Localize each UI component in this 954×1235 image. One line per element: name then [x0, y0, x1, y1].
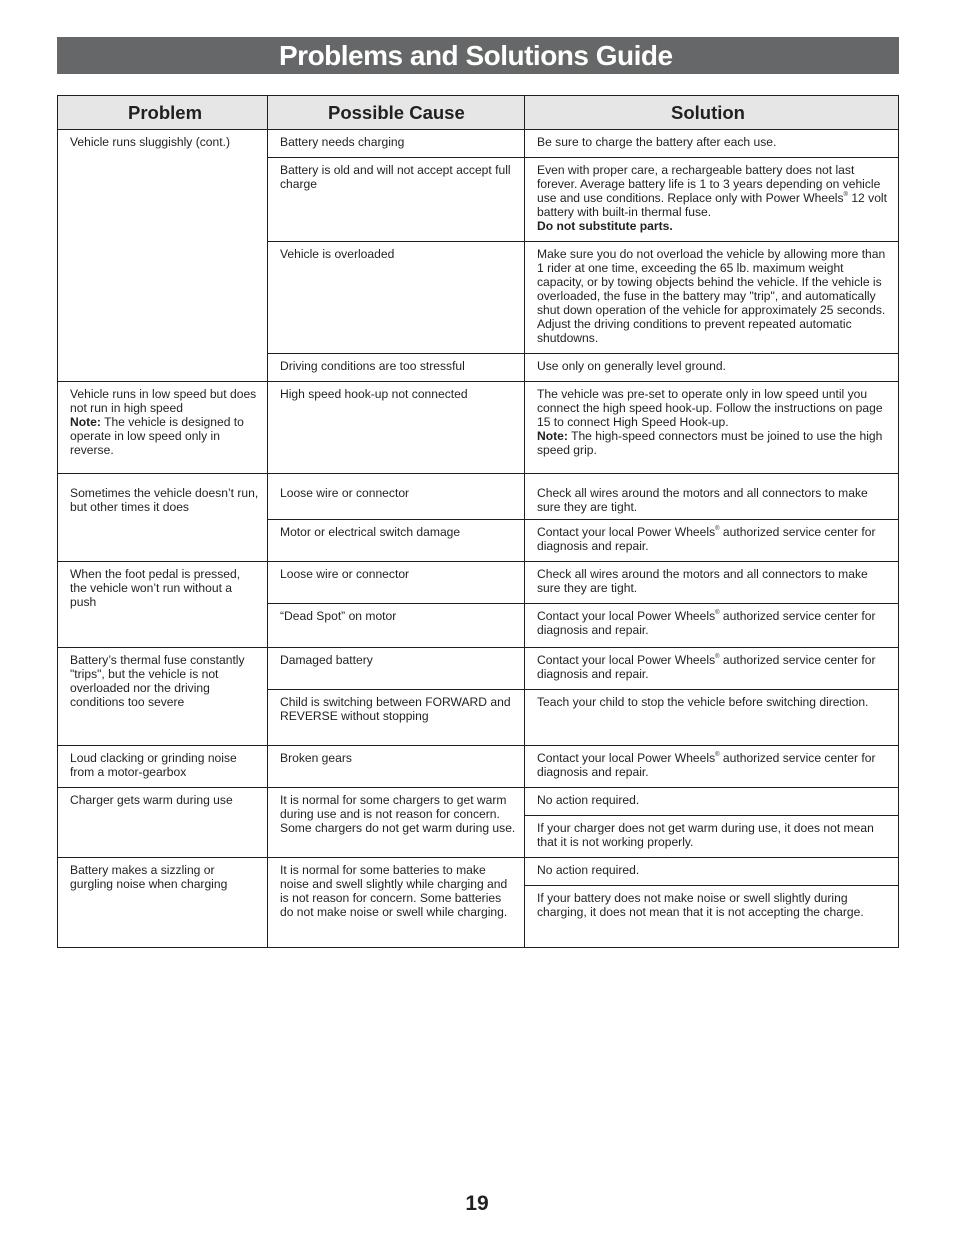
- cause-cell: Broken gears: [268, 746, 525, 788]
- cause-cell: High speed hook-up not connected: [268, 382, 525, 474]
- problem-cell: Charger gets warm during use: [58, 788, 268, 858]
- header-problem: Problem: [58, 96, 268, 130]
- problem-text: Vehicle runs in low speed but does not run in high speed: [70, 387, 257, 415]
- cause-cell: Loose wire or connector: [268, 474, 525, 520]
- table-row: [58, 130, 899, 158]
- cause-cell: It is normal for some batteries to make noise and swell slightly while charging and is not reason for concern. Some batteries do not make noise or swell while charging.: [268, 858, 525, 948]
- cause-cell: Battery is old and will not accept accept full charge: [268, 158, 525, 242]
- page-title: Problems and Solutions Guide: [279, 40, 673, 71]
- note-text: The high-speed connectors must be joined to use the high speed grip.: [537, 429, 883, 457]
- problem-cell: [58, 382, 268, 474]
- solution-cell: Contact your local Power Wheels® authorized service center for diagnosis and repair.: [525, 648, 899, 690]
- solution-cell: Contact your local Power Wheels® authorized service center for diagnosis and repair.: [525, 746, 899, 788]
- title-bar: [57, 37, 899, 74]
- table-row: [58, 648, 899, 690]
- note-label: Note:: [537, 429, 568, 443]
- problem-cell: Loud clacking or grinding noise from a motor-gearbox: [58, 746, 268, 788]
- note-label: Note:: [70, 415, 101, 429]
- solution-cell: Contact your local Power Wheels® authorized service center for diagnosis and repair.: [525, 604, 899, 648]
- solution-cell: Check all wires around the motors and all connectors to make sure they are tight.: [525, 474, 899, 520]
- table-row: [58, 474, 899, 520]
- solution-cell: [525, 382, 899, 474]
- table-row: [58, 788, 899, 816]
- solution-cell: Teach your child to stop the vehicle before switching direction.: [525, 690, 899, 746]
- cause-cell: Driving conditions are too stressful: [268, 354, 525, 382]
- solution-cell: [525, 158, 899, 242]
- table-row: [58, 746, 899, 788]
- solution-cell: If your battery does not make noise or swell slightly during charging, it does not mean that it is not accepting the charge.: [525, 886, 899, 948]
- header-solution: Solution: [525, 96, 899, 130]
- table-row: [58, 858, 899, 886]
- cause-cell: Vehicle is overloaded: [268, 242, 525, 354]
- solution-text: The vehicle was pre-set to operate only in low speed until you connect the high speed hook-up. Follow the instructions on page 15 to connect High Speed Hook-up.: [537, 387, 883, 429]
- cause-cell: Loose wire or connector: [268, 562, 525, 604]
- header-possible-cause: Possible Cause: [268, 96, 525, 130]
- problem-cell: Vehicle runs sluggishly (cont.): [58, 130, 268, 382]
- problem-cell: Battery’s thermal fuse constantly "trips", but the vehicle is not overloaded nor the driving conditions too severe: [58, 648, 268, 746]
- solution-cell: No action required.: [525, 858, 899, 886]
- table-header-row: [58, 96, 899, 130]
- solution-cell: Be sure to charge the battery after each use.: [525, 130, 899, 158]
- cause-cell: It is normal for some chargers to get warm during use and is not reason for concern. Some chargers do not get warm during use.: [268, 788, 525, 858]
- problem-cell: Battery makes a sizzling or gurgling noise when charging: [58, 858, 268, 948]
- solution-cell: Check all wires around the motors and all connectors to make sure they are tight.: [525, 562, 899, 604]
- solution-cell: Use only on generally level ground.: [525, 354, 899, 382]
- solution-cell: Make sure you do not overload the vehicle by allowing more than 1 rider at one time, exceeding the 65 lb. maximum weight capacity, or by towing objects behind the vehicle. If the vehicle is overloaded, the fuse in the battery may "trip", and automatically shut down operation of the vehicle for approximately 25 seconds. Adjust the driving conditions to prevent repeated automatic shutdowns.: [525, 242, 899, 354]
- solution-bold-text: Do not substitute parts.: [537, 219, 673, 233]
- solution-cell: Contact your local Power Wheels® authorized service center for diagnosis and repair.: [525, 520, 899, 562]
- solution-text: Even with proper care, a rechargeable battery does not last forever. Average battery life is 1 to 3 years depending on vehicle use and use conditions. Replace only with Power Wheels® 12 volt battery with built-in thermal fuse.: [537, 163, 887, 219]
- cause-cell: Battery needs charging: [268, 130, 525, 158]
- note-text: The vehicle is designed to operate in low speed only in reverse.: [70, 415, 244, 457]
- problems-solutions-table: [57, 95, 899, 948]
- table-row: [58, 382, 899, 474]
- page-number: 19: [465, 1192, 489, 1215]
- cause-cell: Child is switching between FORWARD and REVERSE without stopping: [268, 690, 525, 746]
- solution-cell: No action required.: [525, 788, 899, 816]
- problem-cell: Sometimes the vehicle doesn’t run, but other times it does: [58, 474, 268, 562]
- cause-cell: Damaged battery: [268, 648, 525, 690]
- table-row: [58, 562, 899, 604]
- cause-cell: “Dead Spot” on motor: [268, 604, 525, 648]
- cause-cell: Motor or electrical switch damage: [268, 520, 525, 562]
- solution-cell: If your charger does not get warm during use, it does not mean that it is not working properly.: [525, 816, 899, 858]
- problem-cell: When the foot pedal is pressed, the vehicle won’t run without a push: [58, 562, 268, 648]
